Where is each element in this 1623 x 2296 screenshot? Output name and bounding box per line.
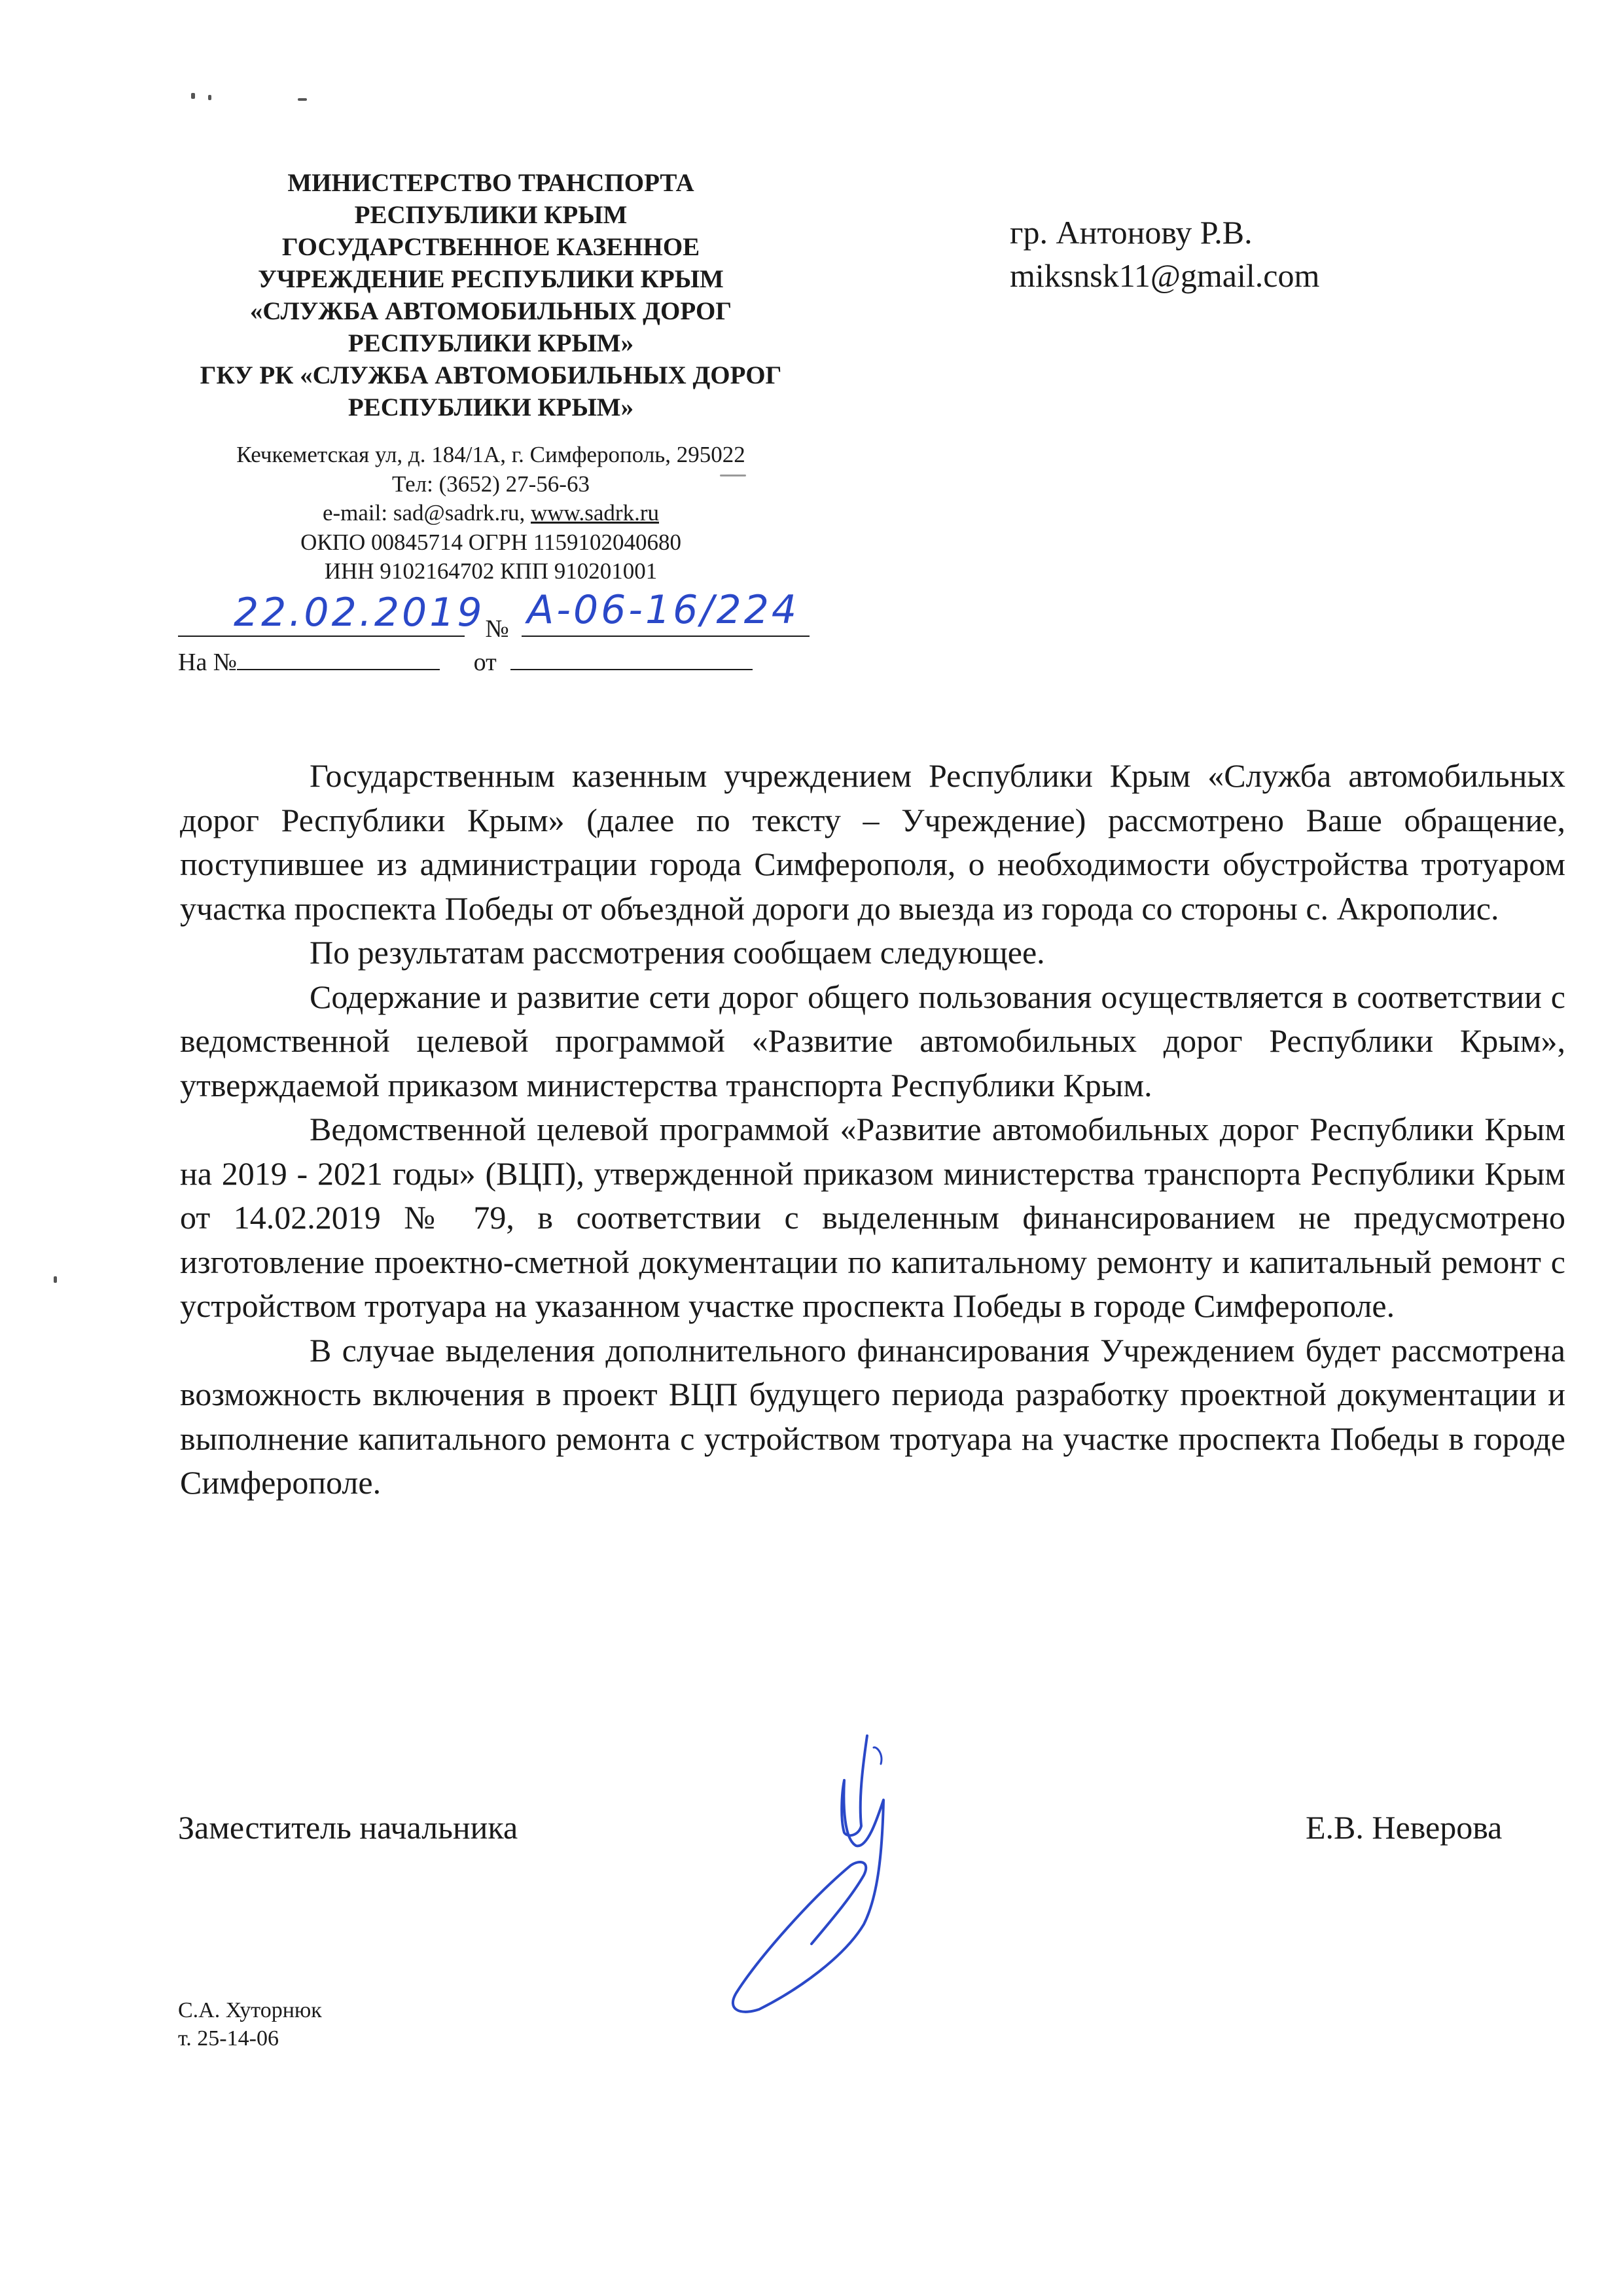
signatory-position: Заместитель начальника	[178, 1809, 518, 1846]
letter-body	[180, 754, 1565, 1505]
org-line-3: ГОСУДАРСТВЕННОЕ КАЗЕННОЕ	[281, 233, 700, 261]
scan-speck	[298, 98, 307, 101]
organization-header	[98, 167, 883, 586]
executor-phone: т. 25-14-06	[178, 2026, 279, 2051]
date-handwritten: 22.02.2019	[234, 590, 485, 636]
org-line-8: РЕСПУБЛИКИ КРЫМ»	[348, 393, 634, 422]
org-address: Кечкеметская ул, д. 184/1А, г. Симферополь, 295022	[236, 442, 745, 467]
scan-speck	[54, 1276, 57, 1283]
executor-name: С.А. Хуторнюк	[178, 1998, 322, 2022]
paragraph-5: В случае выделения дополнительного финансирования Учреждением будет рассмотрена возможность включения в проект ВЦП будущего периода разработку проектной документации и выполнение капитального ремонта с устройством тротуара на участке проспекта Победы в городе Симферополе.	[180, 1331, 1565, 1501]
org-line-6: РЕСПУБЛИКИ КРЫМ»	[348, 329, 634, 357]
from-label: от	[473, 649, 497, 676]
on-no-label: На №	[178, 649, 238, 676]
paragraph-2: По результатам рассмотрения сообщаем следующее.	[310, 934, 1045, 971]
org-codes-2: ИНН 9102164702 КПП 910201001	[324, 558, 658, 584]
paragraph-1: Государственным казенным учреждением Республики Крым «Служба автомобильных дорог Республики Крым» (далее по тексту – Учреждение) рассмотрено Ваше обращение, поступившее из администрации города Симферополя, о необходимости обустройства тротуаром участка проспекта Победы от объездной дороги до выезда из города со стороны с. Акрополис.	[180, 757, 1565, 927]
org-line-5: «СЛУЖБА АВТОМОБИЛЬНЫХ ДОРОГ	[249, 297, 732, 325]
executor-block	[178, 1996, 322, 2053]
scan-speck	[720, 475, 746, 476]
recipient-email: miksnsk11@gmail.com	[1010, 257, 1320, 294]
org-email: e-mail: sad@sadrk.ru,	[322, 500, 531, 526]
signatory-name: Е.В. Неверова	[1306, 1809, 1503, 1846]
outgoing-reference	[178, 587, 810, 643]
date-field	[178, 590, 485, 637]
handwritten-signature	[687, 1728, 923, 2016]
org-line-2: РЕСПУБЛИКИ КРЫМ	[354, 201, 628, 229]
org-line-4: УЧРЕЖДЕНИЕ РЕСПУБЛИКИ КРЫМ	[258, 265, 724, 293]
org-line-7: ГКУ РК «СЛУЖБА АВТОМОБИЛЬНЫХ ДОРОГ	[200, 361, 782, 389]
org-contacts	[98, 440, 883, 586]
recipient-name: гр. Антонову Р.В.	[1010, 214, 1253, 251]
number-field	[522, 587, 810, 637]
org-codes-1: ОКПО 00845714 ОГРН 1159102040680	[300, 529, 681, 555]
number-sign: №	[485, 615, 509, 643]
incoming-reference	[178, 647, 753, 677]
scan-speck	[191, 93, 195, 99]
on-no-field	[237, 647, 440, 670]
paragraph-4: Ведомственной целевой программой «Развитие автомобильных дорог Республики Крым на 2019 - 2021 годы» (ВЦП), утвержденной приказом министерства транспорта Республики Крым от 14.02.2019 № 79, в соответствии с выделенным финансированием не предусмотрено изготовление проектно-сметной документации по капитальному ремонту и капитальный ремонт с устройством тротуара на указанном участке проспекта Победы в городе Симферополе.	[180, 1111, 1565, 1324]
number-handwritten: А-06-16/224	[527, 587, 800, 633]
paragraph-3: Содержание и развитие сети дорог общего пользования осуществляется в соответствии с ведомственной целевой программой «Развитие автомобильных дорог Республики Крым», утверждаемой приказом министерства транспорта Республики Крым.	[180, 978, 1565, 1103]
org-website-link[interactable]: www.sadrk.ru	[530, 500, 659, 526]
recipient-block	[1010, 211, 1319, 297]
scan-speck	[208, 95, 211, 100]
org-email-line	[98, 499, 883, 528]
from-field	[510, 647, 753, 670]
org-line-1: МИНИСТЕРСТВО ТРАНСПОРТА	[287, 169, 694, 197]
org-phone: Тел: (3652) 27-56-63	[392, 471, 590, 497]
